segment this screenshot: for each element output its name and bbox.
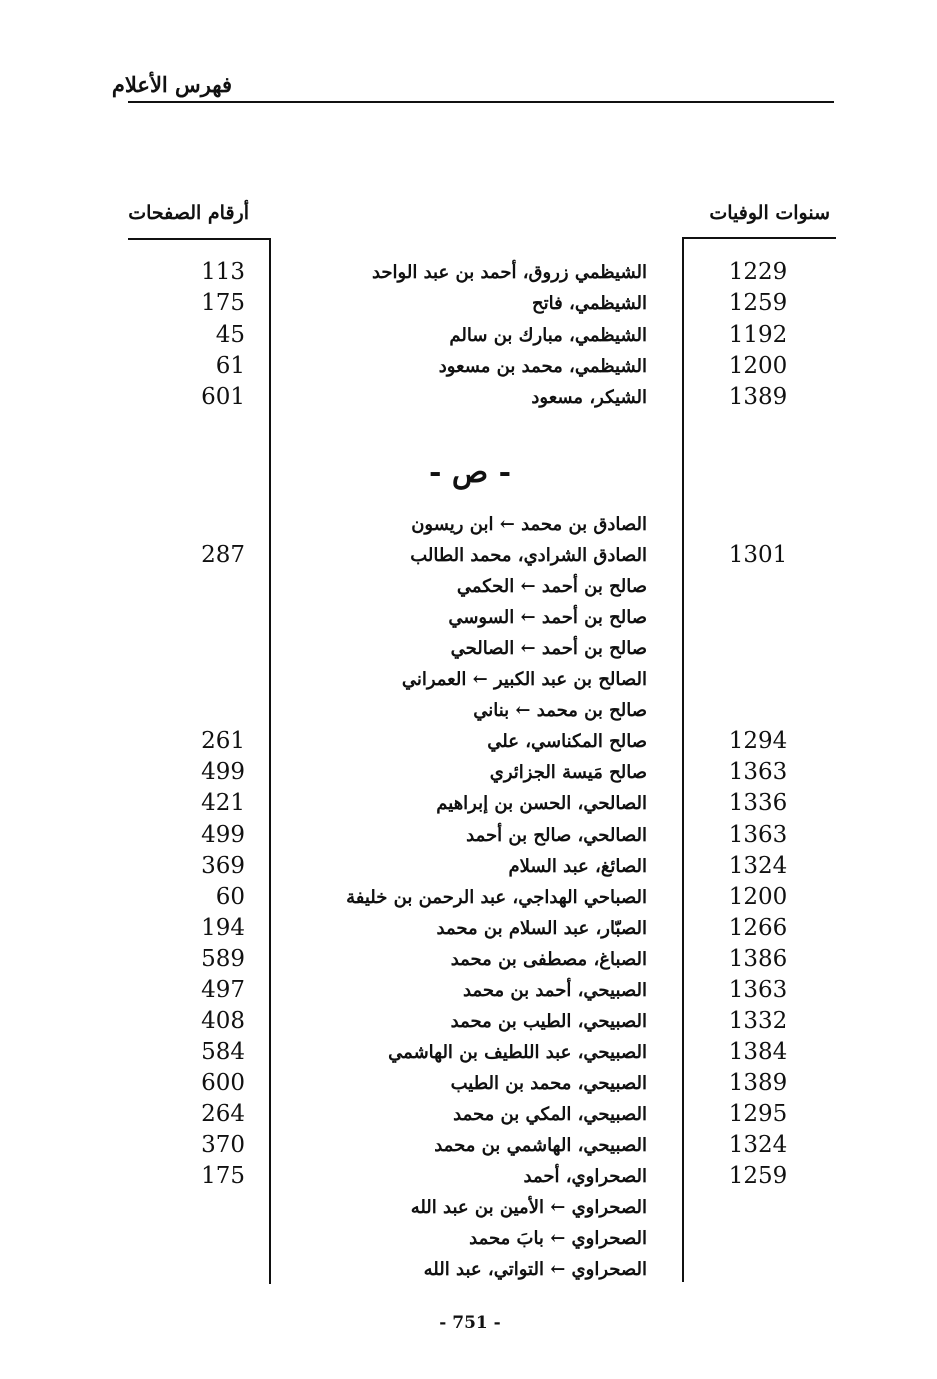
person-name: الشيظمي، فاتح bbox=[532, 293, 647, 315]
page-reference: 60 bbox=[215, 883, 245, 910]
index-entry bbox=[0, 1130, 937, 1161]
index-entry bbox=[0, 757, 937, 788]
person-name: الصادق بن محمد ← ابن ريسون bbox=[411, 514, 647, 535]
page-reference: 408 bbox=[201, 1007, 245, 1034]
header-rule bbox=[128, 101, 834, 103]
index-entry bbox=[0, 320, 937, 351]
page-reference: 370 bbox=[201, 1132, 245, 1158]
person-name: الصحراوي ← بابَ محمد bbox=[469, 1228, 647, 1250]
person-name: الشيكر، مسعود bbox=[531, 387, 647, 409]
person-name: الشيظمي، مبارك بن سالم bbox=[449, 324, 647, 346]
person-name: الصبيحي، عبد اللطيف بن الهاشمي bbox=[388, 1041, 647, 1063]
person-name: صالح المكناسي، علي bbox=[487, 731, 647, 753]
page-reference: 264 bbox=[201, 1100, 245, 1127]
index-entry bbox=[0, 509, 937, 540]
index-entry bbox=[0, 726, 937, 757]
person-name: الشيظمي زروق، أحمد بن عبد الواحد bbox=[371, 262, 647, 283]
page-reference: 175 bbox=[201, 290, 245, 317]
page-reference: 369 bbox=[201, 852, 245, 879]
index-entry bbox=[0, 1192, 937, 1223]
death-year: 1301 bbox=[728, 542, 788, 569]
index-entry bbox=[0, 695, 937, 726]
person-name: الصالحي، الحسن بن إبراهيم bbox=[436, 793, 647, 815]
index-entry bbox=[0, 1037, 937, 1068]
death-year: 1200 bbox=[728, 883, 788, 910]
page-reference: 261 bbox=[201, 728, 245, 755]
person-name: الصالحي، صالح بن أحمد bbox=[466, 824, 647, 846]
page-reference: 113 bbox=[201, 259, 245, 285]
index-entry bbox=[0, 1161, 937, 1192]
column-heading-page-numbers: أرقام الصفحات bbox=[128, 202, 249, 224]
index-entry bbox=[0, 602, 937, 633]
person-name: صالح بن أحمد ← السوسي bbox=[448, 607, 647, 629]
page-number: - 751 - bbox=[439, 1313, 501, 1333]
death-year: 1336 bbox=[728, 790, 788, 817]
death-year: 1389 bbox=[728, 1069, 788, 1096]
index-entry bbox=[0, 664, 937, 695]
section-letter-sad: - ص - bbox=[428, 455, 512, 490]
index-entry bbox=[0, 288, 937, 319]
death-year: 1389 bbox=[728, 384, 788, 411]
person-name: الصبيحي، محمد بن الطيب bbox=[450, 1072, 647, 1094]
index-entry bbox=[0, 351, 937, 382]
page-reference: 589 bbox=[201, 945, 245, 972]
years-column-top-rule bbox=[682, 237, 836, 239]
person-name: الصحراوي ← الأمين بن عبد الله bbox=[410, 1197, 647, 1219]
page-reference: 499 bbox=[201, 821, 245, 848]
index-entry bbox=[0, 1006, 937, 1037]
column-heading-death-years: سنوات الوفيات bbox=[709, 202, 830, 224]
index-entry bbox=[0, 975, 937, 1006]
death-year: 1363 bbox=[728, 821, 788, 848]
index-entry bbox=[0, 1068, 937, 1099]
page-reference: 194 bbox=[201, 914, 245, 941]
person-name: الصالح بن عبد الكبير ← العمراني bbox=[401, 669, 647, 691]
person-name: الصبيحي، الهاشمي بن محمد bbox=[434, 1135, 647, 1156]
index-entry bbox=[0, 571, 937, 602]
index-entry bbox=[0, 1254, 937, 1285]
index-entry bbox=[0, 788, 937, 819]
person-name: الصبيحي، أحمد بن محمد bbox=[463, 979, 647, 1001]
person-name: صالح مَيسة الجزائري bbox=[489, 762, 647, 784]
death-year: 1266 bbox=[728, 914, 788, 941]
index-entry bbox=[0, 944, 937, 975]
index-entry bbox=[0, 882, 937, 913]
page-reference: 601 bbox=[201, 384, 245, 411]
page-reference: 175 bbox=[201, 1163, 245, 1190]
person-name: الصباغ، مصطفى بن محمد bbox=[450, 948, 647, 970]
death-year: 1363 bbox=[728, 976, 788, 1003]
death-year: 1386 bbox=[728, 945, 788, 972]
person-name: صالح بن أحمد ← الصالحي bbox=[450, 638, 647, 660]
death-year: 1200 bbox=[728, 352, 788, 379]
running-title: فهرس الأعلام bbox=[111, 72, 232, 97]
death-year: 1332 bbox=[728, 1007, 788, 1034]
page-reference: 584 bbox=[201, 1038, 245, 1065]
death-year: 1324 bbox=[728, 1132, 788, 1158]
person-name: الصحراوي ← التواتي، عبد الله bbox=[423, 1259, 647, 1281]
person-name: الصحراوي، أحمد bbox=[523, 1166, 647, 1188]
person-name: الشيظمي، محمد بن مسعود bbox=[438, 355, 647, 377]
death-year: 1229 bbox=[728, 259, 788, 285]
person-name: الصبّار، عبد السلام بن محمد bbox=[436, 917, 647, 939]
page-reference: 45 bbox=[215, 321, 245, 348]
index-entry bbox=[0, 633, 937, 664]
index-entry bbox=[0, 257, 937, 288]
death-year: 1363 bbox=[728, 759, 788, 786]
death-year: 1384 bbox=[728, 1038, 788, 1065]
index-entry bbox=[0, 851, 937, 882]
person-name: الصادق الشرادي، محمد الطالب bbox=[410, 545, 647, 567]
death-year: 1259 bbox=[728, 290, 788, 317]
page-reference: 287 bbox=[201, 542, 245, 569]
index-entry bbox=[0, 1223, 937, 1254]
index-entry bbox=[0, 1099, 937, 1130]
death-year: 1192 bbox=[728, 321, 788, 348]
person-name: الصبيحي، الطيب بن محمد bbox=[450, 1010, 647, 1032]
index-entry bbox=[0, 540, 937, 571]
person-name: الصائغ، عبد السلام bbox=[508, 855, 647, 877]
death-year: 1324 bbox=[728, 852, 788, 879]
pages-column-top-rule bbox=[128, 238, 271, 240]
page-reference: 499 bbox=[201, 759, 245, 786]
person-name: صالح بن أحمد ← الحكمي bbox=[456, 576, 647, 598]
page-reference: 421 bbox=[201, 790, 245, 817]
index-entry bbox=[0, 820, 937, 851]
death-year: 1295 bbox=[728, 1100, 788, 1127]
page-reference: 600 bbox=[201, 1069, 245, 1096]
person-name: الصباحي الهداجي، عبد الرحمن بن خليفة bbox=[346, 886, 647, 908]
person-name: صالح بن محمد ← بناني bbox=[473, 700, 647, 722]
death-year: 1294 bbox=[728, 728, 788, 755]
index-entry bbox=[0, 382, 937, 413]
index-entry bbox=[0, 913, 937, 944]
person-name: الصبيحي، المكي بن محمد bbox=[453, 1103, 647, 1125]
page-reference: 497 bbox=[201, 976, 245, 1003]
death-year: 1259 bbox=[728, 1163, 788, 1190]
page-reference: 61 bbox=[215, 352, 245, 379]
